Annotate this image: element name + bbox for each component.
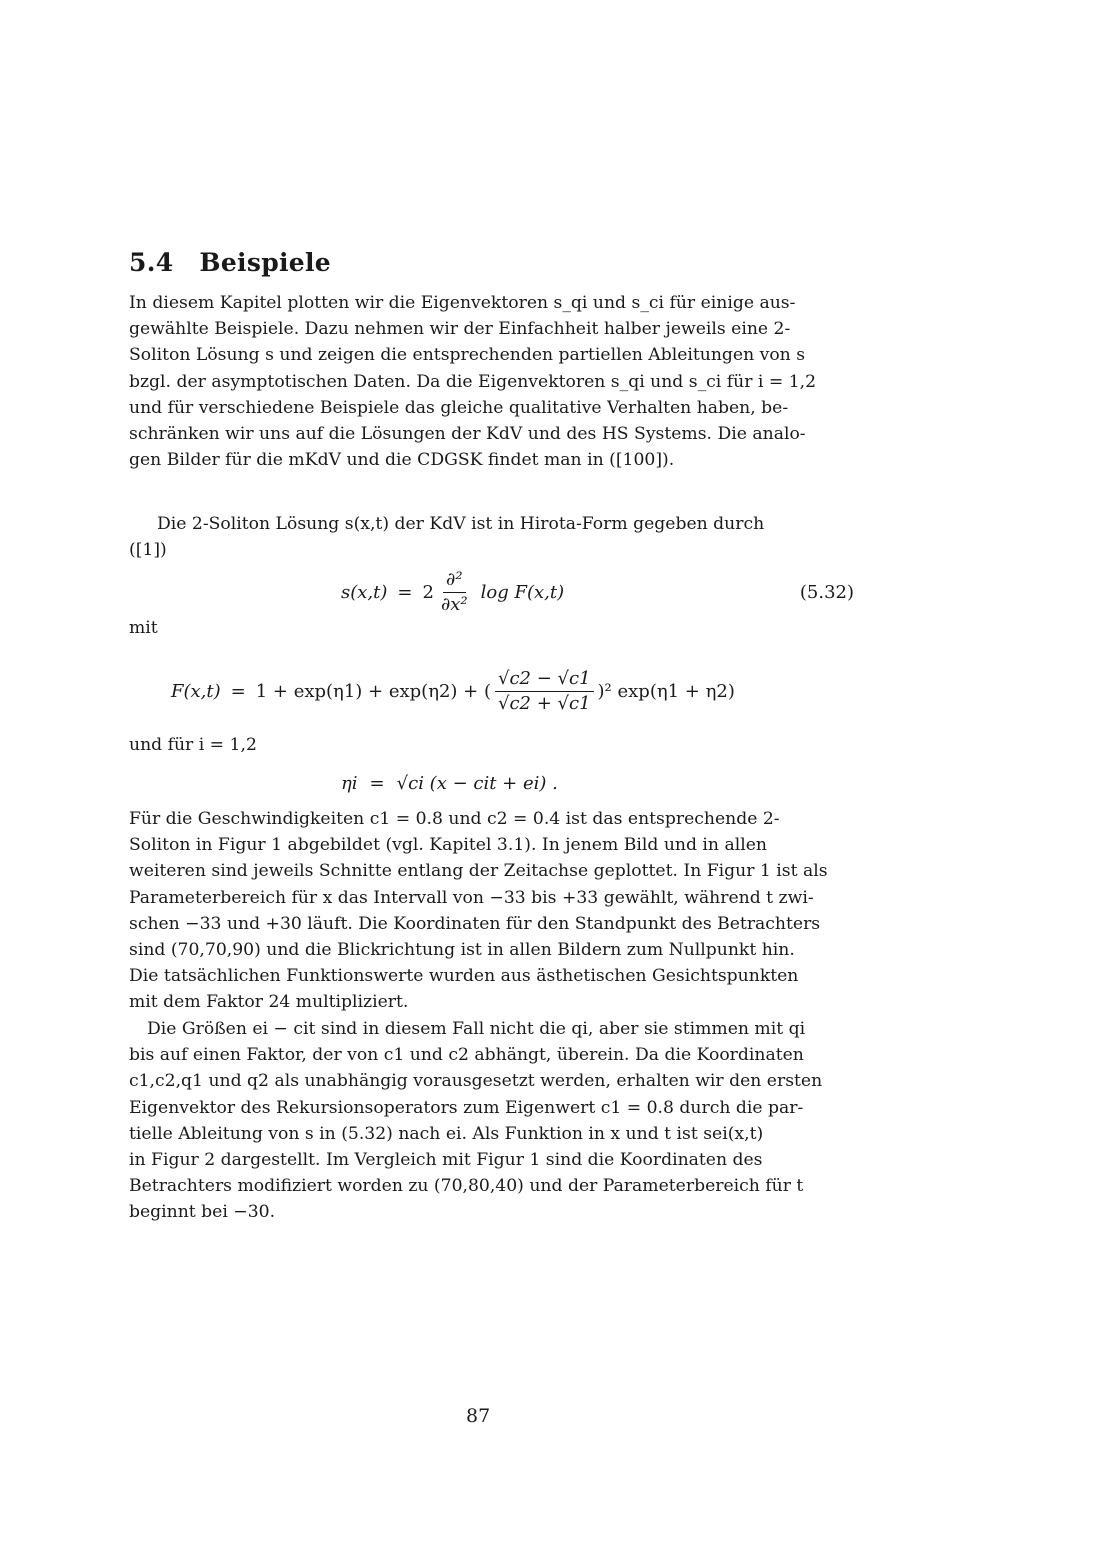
paragraph-intro: [129, 290, 854, 473]
paragraph-hirota: [129, 511, 854, 563]
text-line: Soliton in Figur 1 abgebildet (vgl. Kapitel 3.1). In jenem Bild und in allen: [129, 835, 767, 856]
text-line: weiteren sind jeweils Schnitte entlang der Zeitachse geplottet. In Figur 1 ist als: [129, 861, 828, 882]
text-line: in Figur 2 dargestellt. Im Vergleich mit Figur 1 sind die Koordinaten des: [129, 1150, 763, 1171]
eq3-equals: =: [369, 772, 385, 794]
eq2-tail: )² exp(η1 + η2): [597, 680, 735, 702]
eq2-numerator: √c2 − √c1: [495, 668, 594, 692]
text-line: Für die Geschwindigkeiten c1 = 0.8 und c2 = 0.4 ist das entsprechende 2-: [129, 809, 780, 829]
text-line: Soliton Lösung s und zeigen die entsprechenden partiellen Ableitungen von s: [129, 345, 806, 366]
text-line: bis auf einen Faktor, der von c1 und c2 abhängt, überein. Da die Koordinaten: [129, 1045, 804, 1066]
eq2-equals: =: [230, 680, 246, 702]
paragraph-figure2: [129, 1016, 854, 1226]
text-line: Betrachters modifiziert worden zu (70,80,40) und der Parameterbereich für t: [129, 1176, 804, 1197]
section-title: Beispiele: [199, 248, 332, 277]
eq2-terms: 1 + exp(η1) + exp(η2) + (: [255, 680, 491, 702]
text-line: mit dem Faktor 24 multipliziert.: [129, 992, 409, 1013]
eq1-equals: =: [397, 581, 413, 603]
page-number: 87: [466, 1405, 491, 1427]
eq1-fraction: [438, 569, 471, 616]
text-line: und für verschiedene Beispiele das gleiche qualitative Verhalten haben, be-: [129, 397, 789, 418]
text-line: Eigenvektor des Rekursionsoperators zum Eigenwert c1 = 0.8 durch die par-: [129, 1097, 804, 1118]
eq1-lhs: s(x,t): [341, 581, 388, 603]
section-heading: [129, 248, 331, 277]
text-line: ([1]): [129, 540, 167, 561]
paragraph-figure1: [129, 806, 854, 1016]
equation-eta: [129, 768, 854, 798]
text-line: schen −33 und +30 läuft. Die Koordinaten für den Standpunkt des Betrachters: [129, 913, 821, 934]
text-line: tielle Ableitung von s in (5.32) nach ei. Als Funktion in x und t ist sei(x,t): [129, 1123, 764, 1144]
eq2-fraction: [495, 668, 594, 715]
text-line: Die tatsächlichen Funktionswerte wurden aus ästhetischen Gesichtspunkten: [129, 966, 799, 987]
text-line: sind (70,70,90) und die Blickrichtung ist in allen Bildern zum Nullpunkt hin.: [129, 940, 795, 961]
section-number: 5.4: [129, 248, 174, 277]
text-line: gen Bilder für die mKdV und die CDGSK findet man in ([100]).: [129, 450, 675, 471]
eq2-lhs: F(x,t): [171, 680, 221, 702]
eq1-coefficient: 2: [422, 581, 434, 603]
eq3-lhs: ηi: [341, 772, 358, 794]
eq3-rhs: √ci (x − cit + ei) .: [396, 772, 558, 794]
text-line: gewählte Beispiele. Dazu nehmen wir der Einfachheit halber jeweils eine 2-: [129, 319, 791, 340]
text-line: c1,c2,q1 und q2 als unabhängig vorausgesetzt werden, erhalten wir den ersten: [129, 1071, 823, 1092]
text-line: In diesem Kapitel plotten wir die Eigenvektoren s_qi und s_ci für einige aus-: [129, 293, 796, 313]
text-line: bzgl. der asymptotischen Daten. Da die Eigenvektoren s_qi und s_ci für i = 1,2: [129, 371, 817, 392]
eq1-rhs: log F(x,t): [480, 581, 565, 603]
text-line: beginnt bei −30.: [129, 1202, 276, 1223]
label-und-fuer: und für i = 1,2: [129, 735, 257, 755]
eq1-numerator: ∂²: [443, 569, 466, 593]
equation-F: [129, 660, 854, 722]
text-line: schränken wir uns auf die Lösungen der KdV und des HS Systems. Die analo-: [129, 424, 806, 445]
eq2-denominator: √c2 + √c1: [498, 692, 591, 714]
equation-number: (5.32): [799, 581, 854, 603]
text-line: Die Größen ei − cit sind in diesem Fall nicht die qi, aber sie stimmen mit qi: [147, 1019, 806, 1039]
eq1-denominator: ∂x²: [440, 593, 468, 615]
text-line: Die 2-Soliton Lösung s(x,t) der KdV ist in Hirota-Form gegeben durch: [157, 514, 765, 534]
label-mit: mit: [129, 618, 158, 638]
text-line: Parameterbereich für x das Intervall von −33 bis +33 gewählt, während t zwi-: [129, 887, 814, 908]
equation-5-32: [129, 564, 854, 620]
